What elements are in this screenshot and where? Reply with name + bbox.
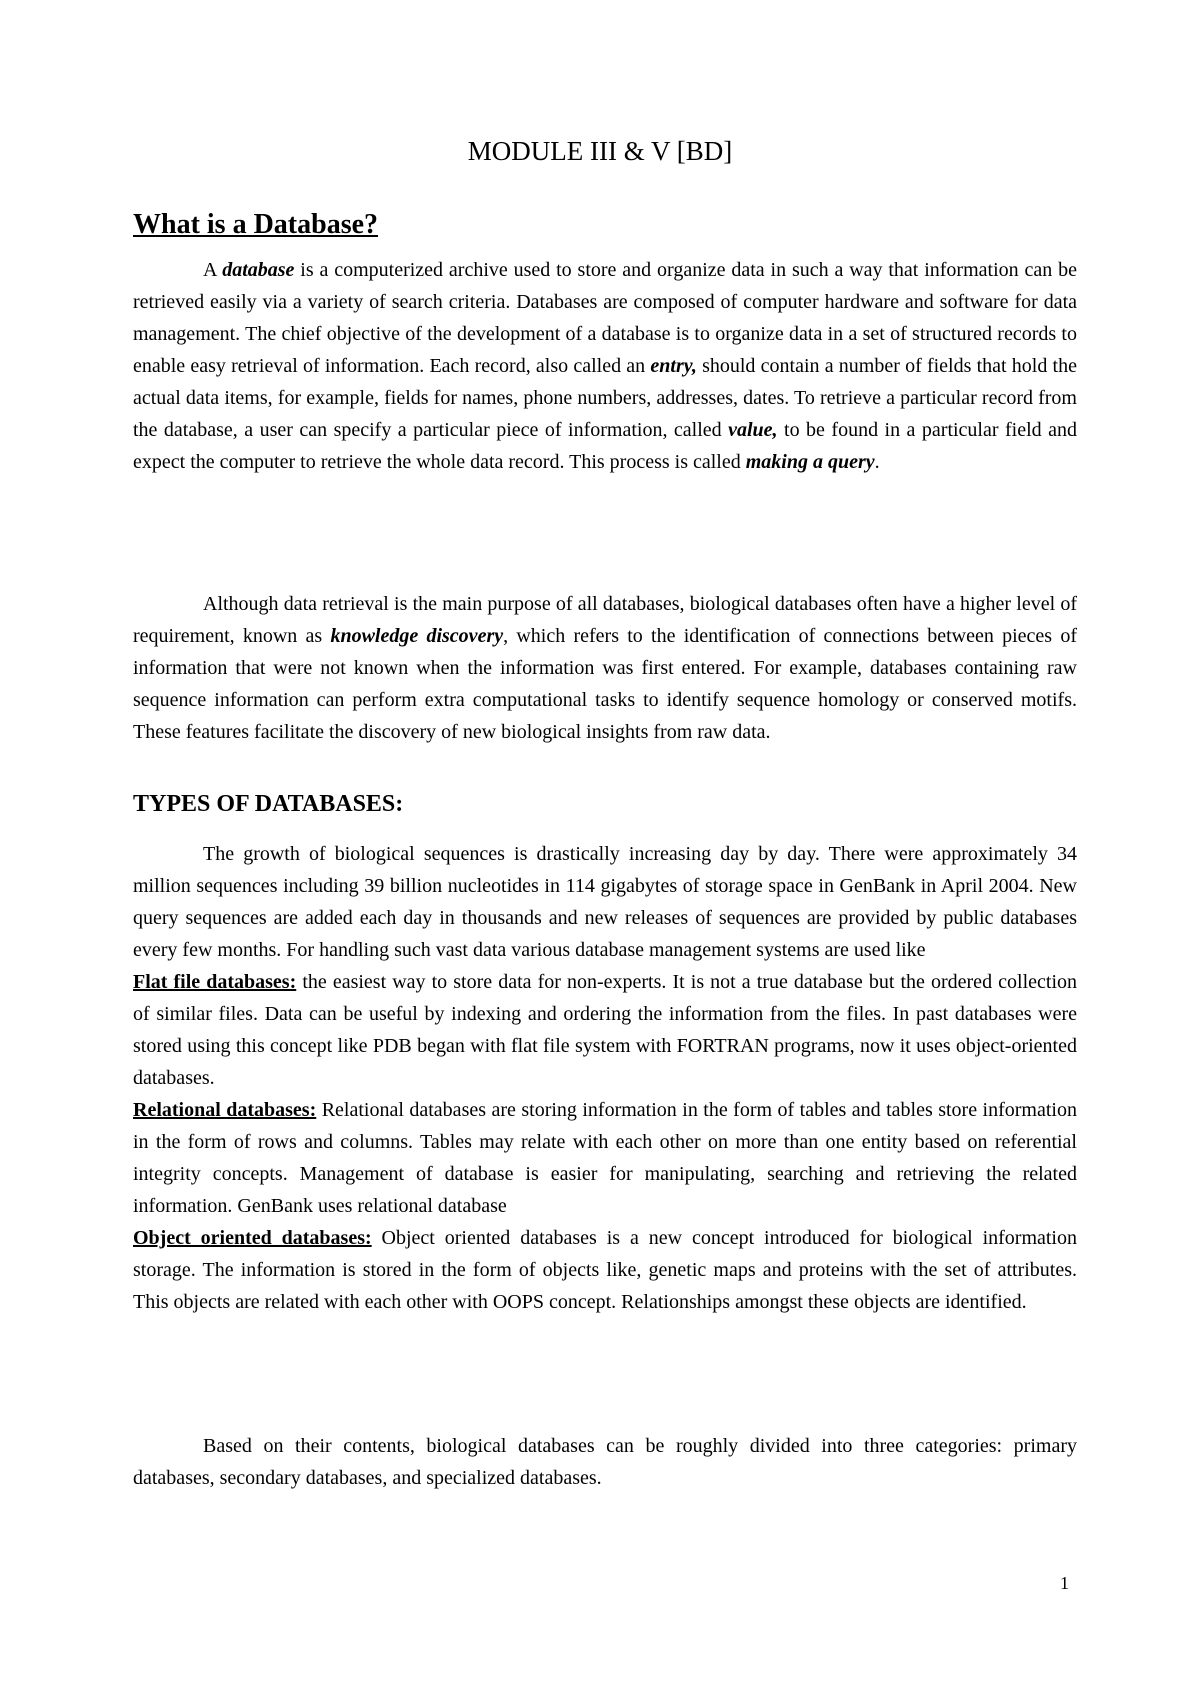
- paragraph-object-oriented-databases: Object oriented databases: Object oriented databases is a new concept introduced for biological information storage. The information is stored in the form of objects like, genetic maps and proteins with the set of attributes. This objects are related with each other with OOPS concept. Relationships amongst these objects are identified.: [133, 1227, 1077, 1313]
- paragraph-flat-file-databases: Flat file databases: the easiest way to store data for non-experts. It is not a true database but the ordered collection of similar files. Data can be useful by indexing and ordering the information from the files. In past databases were stored using this concept like PDB began with flat file system with FORTRAN programs, now it uses object-oriented databases.: [133, 971, 1077, 1089]
- term-making-a-query: making a query: [745, 451, 875, 473]
- heading-types-of-databases: TYPES OF DATABASES:: [133, 791, 404, 817]
- label-relational-databases: Relational databases:: [133, 1099, 317, 1121]
- heading-what-is-database: What is a Database?: [133, 209, 379, 240]
- page-number: 1: [1060, 1573, 1069, 1593]
- paragraph-relational-databases: Relational databases: Relational databases are storing information in the form of tables and tables store information in the form of rows and columns. Tables may relate with each other on more than one entity based on referential integrity concepts. Management of database is easier for manipulating, searching and retrieving the related information. GenBank uses relational database: [133, 1099, 1077, 1217]
- paragraph-growth-of-sequences: The growth of biological sequences is drastically increasing day by day. There were approximately 34 million sequences including 39 billion nucleotides in 114 gigabytes of storage space in GenBank in April 2004. New query sequences are added each day in thousands and new releases of sequences are provided by public databases every few months. For handling such vast data various database management systems are used like: [133, 843, 1077, 961]
- paragraph-database-categories: Based on their contents, biological databases can be roughly divided into three categories: primary databases, secondary databases, and specialized databases.: [133, 1435, 1077, 1489]
- term-knowledge-discovery: knowledge discovery: [330, 625, 504, 647]
- section-types-of-databases: [133, 838, 1077, 1318]
- term-database: database: [222, 259, 295, 281]
- term-entry: entry,: [650, 355, 697, 377]
- term-value: value,: [728, 419, 778, 441]
- label-object-oriented-databases: Object oriented databases:: [133, 1227, 372, 1249]
- paragraph-knowledge-discovery: Although data retrieval is the main purpose of all databases, biological databases often have a higher level of requirement, known as knowledge discovery, which refers to the identification of connections between pieces of information that were not known when the information was first entered. For example, databases containing raw sequence information can perform extra computational tasks to identify sequence homology or conserved motifs. These features facilitate the discovery of new biological insights from raw data.: [133, 593, 1077, 743]
- paragraph-database-definition: A database is a computerized archive used to store and organize data in such a way that information can be retrieved easily via a variety of search criteria. Databases are composed of computer hardware and software for data management. The chief objective of the development of a database is to organize data in a set of structured records to enable easy retrieval of information. Each record, also called an entry, should contain a number of fields that hold the actual data items, for example, fields for names, phone numbers, addresses, dates. To retrieve a particular record from the database, a user can specify a particular piece of information, called value, to be found in a particular field and expect the computer to retrieve the whole data record. This process is called making a query.: [133, 259, 1077, 473]
- section-database-categories: [133, 1430, 1077, 1494]
- section-knowledge-discovery: [133, 588, 1077, 748]
- section-database-definition: [133, 254, 1077, 478]
- label-flat-file-databases: Flat file databases:: [133, 971, 297, 993]
- document-title: MODULE III & V [BD]: [467, 136, 733, 166]
